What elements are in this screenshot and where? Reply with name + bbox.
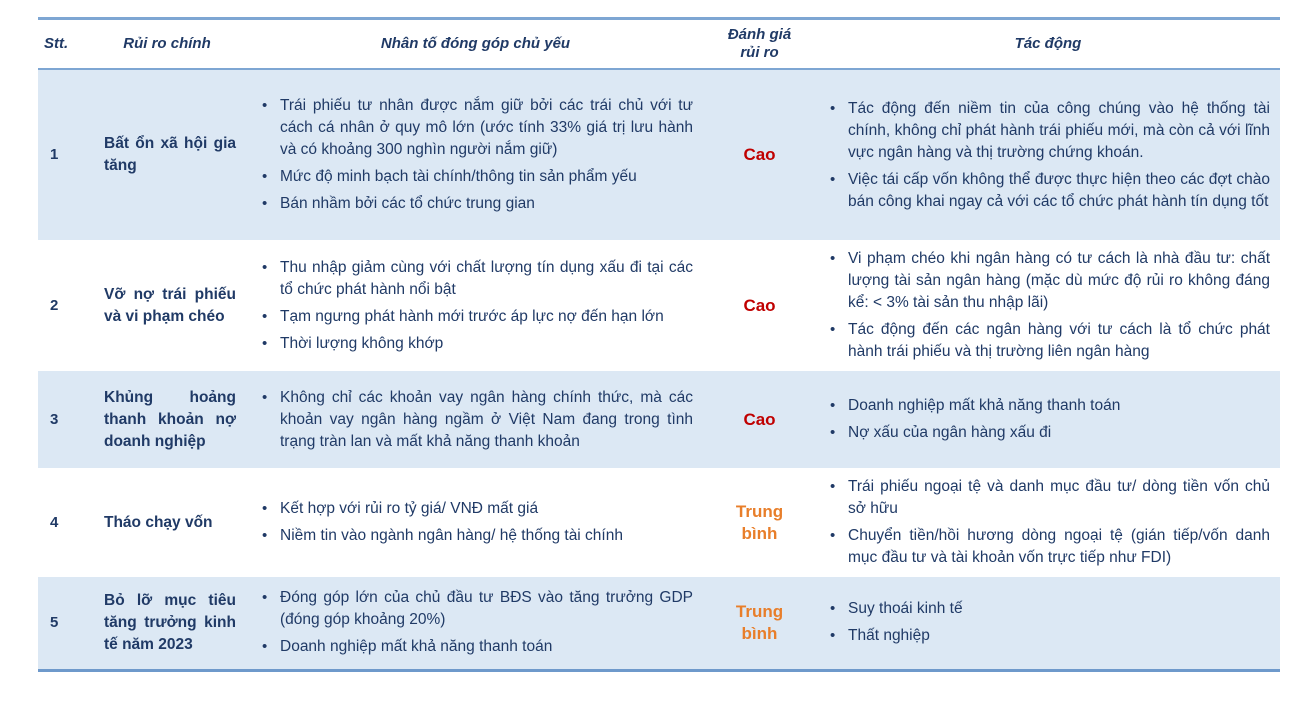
header-factors: Nhân tố đóng góp chủ yếu — [248, 19, 703, 70]
impact-cell — [816, 371, 1280, 468]
table-row — [38, 69, 1280, 240]
factors-cell — [248, 371, 703, 468]
impact-item: • Doanh nghiệp mất khả năng thanh toán — [828, 395, 1270, 417]
impact-list — [816, 98, 1280, 213]
factor-item: • Đóng góp lớn của chủ đầu tư BĐS vào tăng trưởng GDP (đóng góp khoảng 20%) — [260, 587, 693, 631]
impact-cell — [816, 468, 1280, 577]
factor-list — [248, 95, 703, 215]
table-row — [38, 240, 1280, 371]
factor-list — [248, 387, 703, 453]
impact-cell — [816, 577, 1280, 670]
table-body — [38, 69, 1280, 670]
row-number: 3 — [50, 410, 59, 428]
table-row — [38, 371, 1280, 468]
row-number: 2 — [50, 296, 59, 314]
row-number: 5 — [38, 577, 86, 670]
impact-item: • Thất nghiệp — [828, 625, 1270, 647]
risk-name: Vỡ nợ trái phiếu và vi phạm chéo — [104, 285, 236, 325]
factors-cell — [248, 468, 703, 577]
factor-item: • Niềm tin vào ngành ngân hàng/ hệ thống tài chính — [260, 525, 693, 547]
rating-cell — [703, 468, 816, 577]
impact-item: • Nợ xấu của ngân hàng xấu đi — [828, 422, 1270, 444]
factors-cell — [248, 240, 703, 371]
impact-item: • Tác động đến niềm tin của công chúng vào hệ thống tài chính, không chỉ phát hành trái phiếu mới, mà còn cả với lĩnh vực ngân hàng và thị trường chứng khoán. — [828, 98, 1270, 164]
row-number: 1 — [50, 146, 59, 163]
impact-item: • Suy thoái kinh tế — [828, 598, 1270, 620]
factor-item: • Thời lượng không khớp — [260, 333, 693, 355]
risk-rating-badge: Cao — [743, 295, 776, 315]
risk-rating-badge: Cao — [743, 145, 776, 164]
rating-cell — [703, 577, 816, 670]
impact-list — [816, 598, 1280, 647]
factor-list — [248, 257, 703, 355]
header-rating: Đánh giá rủi ro — [703, 19, 816, 70]
impact-cell — [816, 240, 1280, 371]
factor-item: • Trái phiếu tư nhân được nắm giữ bởi các trái chủ với tư cách cá nhân ở quy mô lớn (ước tính 33% giá trị lưu hành và có khoảng 300 nghìn người nắm giữ) — [260, 95, 693, 161]
impact-item: • Vi phạm chéo khi ngân hàng có tư cách là nhà đầu tư: chất lượng tài sản ngân hàng (mặc dù mức độ rủi ro không đáng kể: < 3% tài sản thu nhập lãi) — [828, 248, 1270, 314]
impact-item: • Trái phiếu ngoại tệ và danh mục đầu tư/ dòng tiền vốn chủ sở hữu — [828, 476, 1270, 520]
table-row — [38, 577, 1280, 670]
factor-item: • Không chỉ các khoản vay ngân hàng chính thức, mà các khoản vay ngân hàng ngầm ở Việt Nam đang trong tình trạng tràn lan và mất khả năng thanh khoản — [260, 387, 693, 453]
impact-list — [816, 248, 1280, 363]
risk-name: Tháo chạy vốn — [104, 513, 213, 531]
factor-item: • Mức độ minh bạch tài chính/thông tin sản phẩm yếu — [260, 166, 693, 188]
rating-cell — [703, 371, 816, 468]
table-header — [38, 19, 1280, 70]
impact-item: • Chuyển tiền/hồi hương dòng ngoại tệ (gián tiếp/vốn danh mục đầu tư và tài khoản vốn trực tiếp như FDI) — [828, 525, 1270, 569]
factor-list — [248, 587, 703, 658]
factor-list — [248, 498, 703, 547]
impact-cell — [816, 69, 1280, 240]
factor-item: • Doanh nghiệp mất khả năng thanh toán — [260, 636, 693, 658]
factor-item: • Bán nhầm bởi các tổ chức trung gian — [260, 193, 693, 215]
factor-item: • Tạm ngưng phát hành mới trước áp lực nợ đến hạn lớn — [260, 306, 693, 328]
risk-rating-badge: Trung bình — [735, 601, 784, 643]
risk-rating-badge: Cao — [743, 409, 776, 429]
risk-rating-badge: Trung bình — [735, 501, 784, 543]
impact-list — [816, 395, 1280, 444]
risk-table — [38, 17, 1280, 672]
impact-list — [816, 476, 1280, 569]
rating-cell — [703, 69, 816, 240]
table-row — [38, 468, 1280, 577]
impact-item: • Việc tái cấp vốn không thể được thực hiện theo các đợt chào bán công khai ngay cả với các tổ chức phát hành tín dụng tốt — [828, 169, 1270, 213]
risk-name: Khủng hoảng thanh khoản nợ doanh nghiệp — [104, 388, 236, 450]
header-impact: Tác động — [816, 19, 1280, 70]
header-stt: Stt. — [38, 19, 86, 70]
factors-cell — [248, 577, 703, 670]
factors-cell — [248, 69, 703, 240]
factor-item: • Kết hợp với rủi ro tỷ giá/ VNĐ mất giá — [260, 498, 693, 520]
rating-cell — [703, 240, 816, 371]
factor-item: • Thu nhập giảm cùng với chất lượng tín dụng xấu đi tại các tổ chức phát hành nổi bật — [260, 257, 693, 301]
risk-name: Bất ổn xã hội gia tăng — [104, 135, 236, 174]
header-row — [38, 19, 1280, 70]
header-risk: Rủi ro chính — [86, 19, 248, 70]
row-number: 4 — [50, 513, 59, 531]
impact-item: • Tác động đến các ngân hàng với tư cách là tổ chức phát hành trái phiếu và thị trường liên ngân hàng — [828, 319, 1270, 363]
risk-name: Bỏ lỡ mục tiêu tăng trưởng kinh tế năm 2023 — [86, 577, 248, 670]
